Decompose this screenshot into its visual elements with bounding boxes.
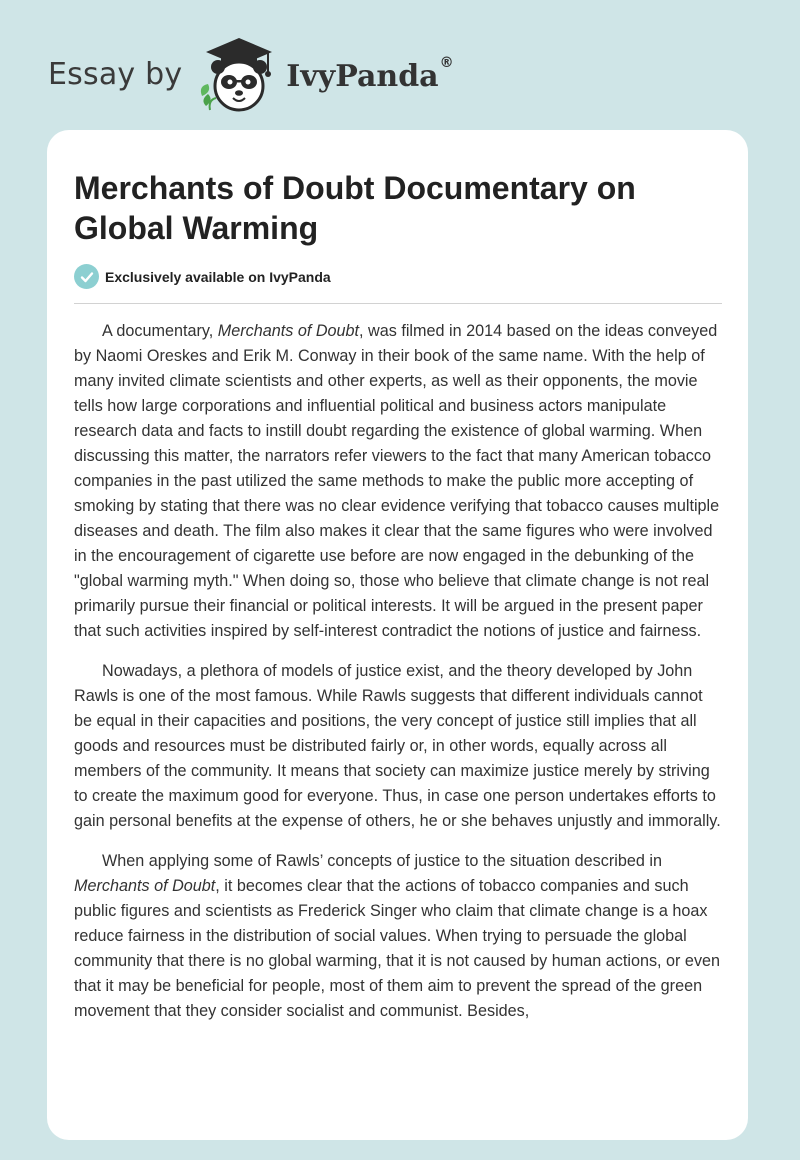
paragraph-1: A documentary, Merchants of Doubt, was filmed in 2014 based on the ideas conveyed by Naomi Oreskes and Erik M. Conway in their book of the same name. With the help of many invited climate scientists and other experts, as well as their opponents, the movie tells how large corporations and influential political and business actors manipulate research data and facts to instill doubt regarding the existence of global warming. When discussing this matter, the narrators refer viewers to the fact that many American tobacco companies in the past utilized the same methods to make the public more accepting of smoking by stating that there was no clear evidence verifying that tobacco causes multiple diseases and death. The film also makes it clear that the same figures who were involved in the encouragement of cigarette use before are now engaged in the debunking of the "global warming myth." When doing so, those who believe that climate change is not real primarily pursue their financial or political interests. It will be argued in the present paper that such activities inspired by self-interest contradict the notions of justice and fairness. <box>74 322 720 640</box>
paragraph-2: Nowadays, a plethora of models of justice exist, and the theory developed by John Rawls is one of the most famous. While Rawls suggests that different individuals cannot be equal in their capacities and positions, the very concept of justice still implies that all goods and resources must be distributed fairly or, in other words, equally across all members of the community. It means that society can maximize justice merely by striving to create the maximum good for everyone. Thus, in case one person undertakes efforts to gain personal benefits at the expense of others, he or she behaves unjustly and immorally. <box>74 662 721 830</box>
page-title: Merchants of Doubt Documentary on Global Warming <box>74 170 636 246</box>
paragraph-3: When applying some of Rawls’ concepts of justice to the situation described in Merchants of Doubt, it becomes clear that the actions of tobacco companies and such public figures and scientists as Frederick Singer who claim that climate change is a hoax reduce fairness in the distribution of social values. When trying to persuade the global community that there is no global warming, that it is not caused by human actions, or even that it may be beneficial for people, most of them aim to prevent the spread of the green movement that they consider socialist and communist. Besides, <box>74 852 721 1020</box>
exclusive-notice <box>74 264 331 289</box>
exclusive-label: Exclusively available on IvyPanda <box>105 268 331 285</box>
essay-body <box>74 319 724 1039</box>
film-title: Merchants of Doubt <box>74 877 216 895</box>
registered-mark: ® <box>439 54 454 71</box>
divider <box>74 303 722 304</box>
essay-card <box>47 130 748 1140</box>
film-title: Merchants of Doubt <box>217 322 360 340</box>
site-header <box>48 34 454 114</box>
essay-by-label: Essay by <box>48 56 183 92</box>
brand-name: IvyPanda® <box>286 54 454 94</box>
panda-graduate-icon <box>196 34 282 114</box>
check-icon <box>74 264 99 289</box>
